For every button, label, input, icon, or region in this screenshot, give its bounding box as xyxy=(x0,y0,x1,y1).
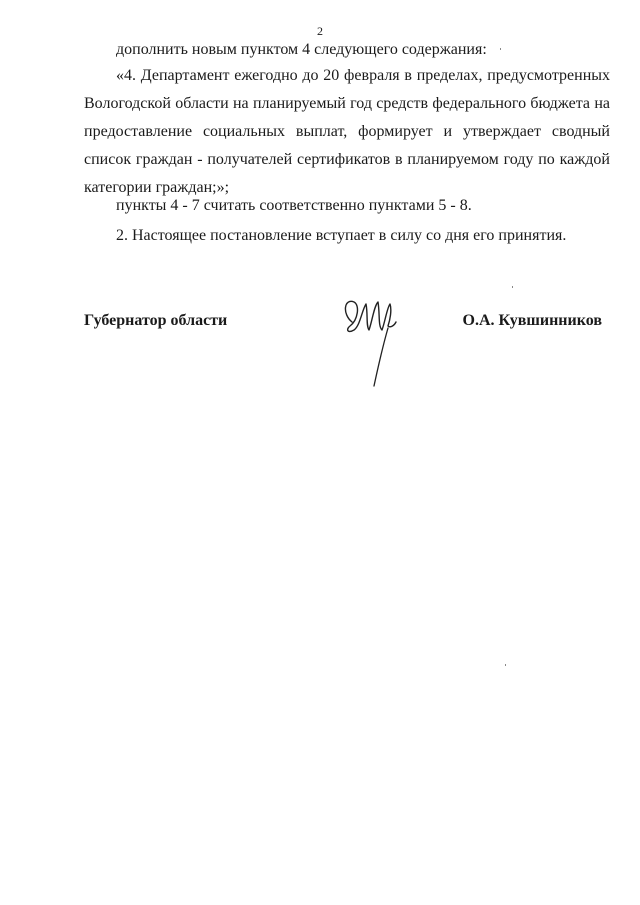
renumbering-clause: пункты 4 - 7 считать соответственно пунктами 5 - 8. xyxy=(116,197,472,214)
scan-speck xyxy=(500,48,501,50)
signatory-name: О.А. Кувшинников xyxy=(462,312,602,329)
amendment-intro: дополнить новым пунктом 4 следующего содержания: xyxy=(116,41,487,58)
handwritten-signature xyxy=(338,292,408,392)
scan-speck xyxy=(505,664,506,666)
page-number: 2 xyxy=(317,24,323,38)
scan-speck xyxy=(512,286,513,288)
amendment-point-4: «4. Департамент ежегодно до 20 февраля в пределах, предусмотренных Вологодской области на планируемый год средств федерального бюджета на предоставление социальных выплат, формирует и утверждает сводный список граждан - получателей сертификатов в планируемом году по каждой категории граждан;»; xyxy=(84,67,610,196)
signatory-position: Губернатор области xyxy=(84,312,228,329)
effective-date-clause: 2. Настоящее постановление вступает в силу со дня его принятия. xyxy=(116,227,567,244)
